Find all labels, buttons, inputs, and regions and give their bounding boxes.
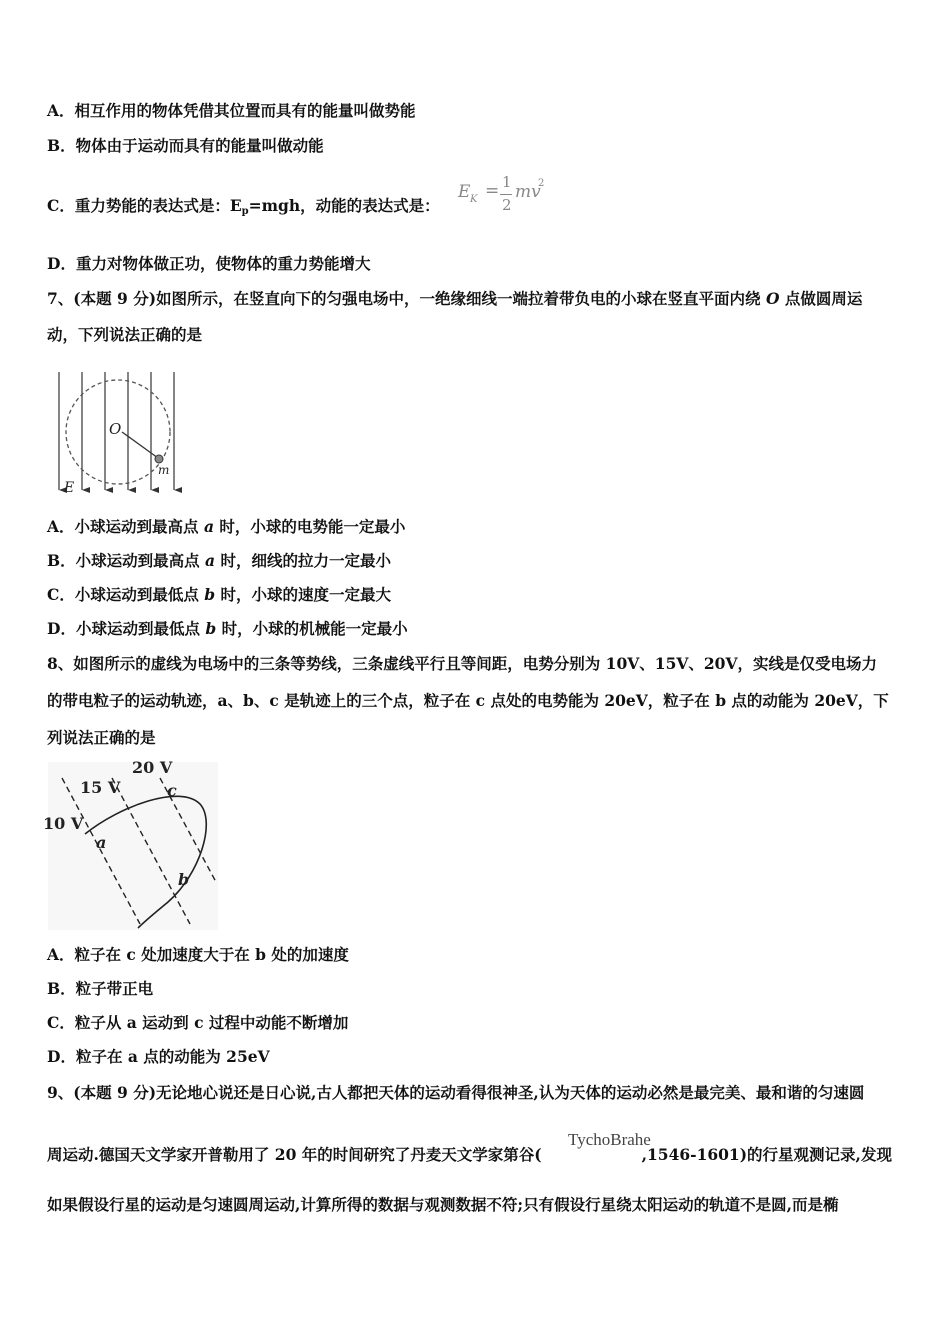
q7-option-d-var: b xyxy=(205,619,217,638)
q7-figure xyxy=(50,368,190,498)
q7-option-a xyxy=(47,517,405,537)
tycho-brahe-formula: TychoBrahe xyxy=(568,1130,651,1149)
figure-background xyxy=(48,762,218,930)
formula-eq: = xyxy=(485,181,500,201)
q6-option-c xyxy=(47,196,440,222)
q7-stem-line1 xyxy=(47,289,862,309)
q7-option-d xyxy=(47,619,408,639)
q7-option-c-var: b xyxy=(204,585,216,604)
q7-stem1-a: 7、(本题 9 分)如图所示，在竖直向下的匀强电场中，一绝缘细线一端拉着带负电的小球在竖直平面内绕 xyxy=(47,289,766,308)
q7-option-b-text1: B．小球运动到最高点 xyxy=(47,551,205,570)
q8-option-b: B．粒子带正电 xyxy=(47,979,154,998)
q9-stem-line1: 9、(本题 9 分)无论地心说还是日心说,古人都把天体的运动看得很神圣,认为天体的运动必然是最完美、最和谐的匀速圆 xyxy=(47,1083,865,1102)
q6-option-c-pre: C．重力势能的表达式是：E xyxy=(47,196,242,215)
formula-sub: K xyxy=(470,194,478,205)
q8-stem-line3: 列说法正确的是 xyxy=(47,728,156,747)
formula-sup: 2 xyxy=(538,178,545,189)
q9-stem-line2 xyxy=(47,1145,892,1165)
q7-option-b-text2: 时，细线的拉力一定最小 xyxy=(215,551,391,570)
q8-option-a: A．粒子在 c 处加速度大于在 b 处的加速度 xyxy=(47,945,349,964)
q7-option-c-text2: 时，小球的速度一定最大 xyxy=(215,585,391,604)
q6-option-b: B．物体由于运动而具有的能量叫做动能 xyxy=(47,136,324,155)
q8-option-c: C．粒子从 a 运动到 c 过程中动能不断增加 xyxy=(47,1013,349,1032)
q7-option-b-var: a xyxy=(205,551,216,570)
q8-figure xyxy=(40,756,220,932)
q9-stem2-a: 周运动.德国天文学家开普勒用了 20 年的时间研究了丹麦天文学家第谷( xyxy=(47,1145,542,1164)
label-m: m xyxy=(158,463,170,477)
formula-den: 2 xyxy=(502,196,512,214)
q7-stem1-b: 点做圆周运 xyxy=(779,289,863,308)
q9-stem2-b: ,1546-1601)的行星观测记录,发现 xyxy=(641,1145,892,1164)
label-10v: 10 V xyxy=(43,814,84,833)
q7-option-c xyxy=(47,585,391,605)
q8-option-d: D．粒子在 a 点的动能为 25eV xyxy=(47,1047,270,1066)
kinetic-energy-formula xyxy=(458,173,558,220)
formula-bar xyxy=(500,194,512,195)
q6-option-c-sub: p xyxy=(241,206,249,217)
q7-stem1-o: O xyxy=(765,289,780,308)
q8-stem-line2: 的带电粒子的运动轨迹，a、b、c 是轨迹上的三个点，粒子在 c 点处的电势能为 20eV，粒子在 b 点的动能为 20eV，下 xyxy=(47,691,889,710)
q7-option-a-text2: 时，小球的电势能一定最小 xyxy=(213,517,406,536)
q7-option-a-var: a xyxy=(203,517,214,536)
q9-stem-line3: 如果假设行星的运动是匀速圆周运动,计算所得的数据与观测数据不符;只有假设行星绕太阳运动的轨道不是圆,而是椭 xyxy=(47,1195,839,1214)
formula-rhs: mv xyxy=(515,182,541,202)
label-15v: 15 V xyxy=(80,778,121,797)
q7-option-d-text1: D．小球运动到最低点 xyxy=(47,619,206,638)
label-20v: 20 V xyxy=(132,758,173,777)
label-a: a xyxy=(96,833,107,852)
q7-option-b xyxy=(47,551,391,571)
q7-stem-line2: 动，下列说法正确的是 xyxy=(47,325,203,344)
q7-option-d-text2: 时，小球的机械能一定最小 xyxy=(216,619,408,638)
label-e: E xyxy=(64,480,75,496)
ball xyxy=(155,455,163,463)
label-c: c xyxy=(167,781,177,800)
q6-option-c-post: =mgh，动能的表达式是： xyxy=(248,196,440,215)
q7-option-a-text1: A．小球运动到最高点 xyxy=(47,517,204,536)
label-o: O xyxy=(109,420,122,438)
label-b: b xyxy=(178,870,190,889)
formula-num: 1 xyxy=(502,173,512,191)
q6-option-a: A．相互作用的物体凭借其位置而具有的能量叫做势能 xyxy=(47,101,416,120)
q6-option-d: D．重力对物体做正功，使物体的重力势能增大 xyxy=(47,254,371,273)
q7-option-c-text1: C．小球运动到最低点 xyxy=(47,585,205,604)
formula-lhs: E xyxy=(458,182,471,202)
q8-stem-line1: 8、如图所示的虚线为电场中的三条等势线，三条虚线平行且等间距，电势分别为 10V、15V、20V，实线是仅受电场力 xyxy=(47,654,877,673)
